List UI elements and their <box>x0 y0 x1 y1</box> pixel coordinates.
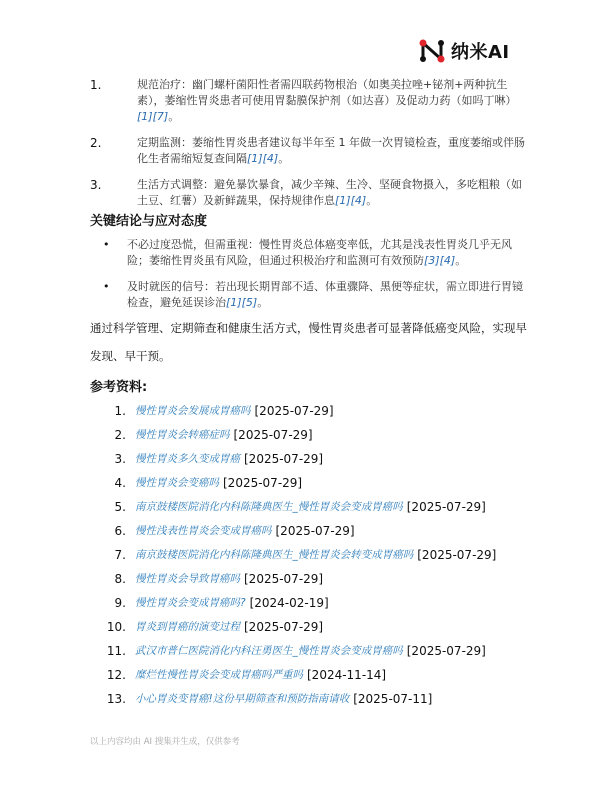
reference-link[interactable]: 慢性浅表性胃炎会变成胃癌吗 <box>135 525 272 537</box>
reference-date: [2025-07-29] <box>244 572 324 586</box>
citation-link[interactable]: [1] <box>226 296 242 309</box>
reference-date: [2024-02-19] <box>249 596 329 610</box>
list-text: 规范治疗：幽门螺杆菌阳性者需四联药物根治（如奥美拉唑+铋剂+两种抗生素），萎缩性胃炎患者可使用胃黏膜保护剂（如达喜）及促动力药（如吗丁啉）[1][7]。 <box>137 78 517 123</box>
nami-logo-icon <box>417 36 447 66</box>
footer-disclaimer: 以上内容均由 AI 搜集并生成，仅供参考 <box>90 737 240 747</box>
reference-number: 8. <box>114 572 126 586</box>
reference-item <box>90 547 550 571</box>
list-item <box>90 135 530 167</box>
list-text: 不必过度恐慌，但需重视：慢性胃炎总体癌变率低，尤其是浅表性胃炎几乎无风险；萎缩性胃炎虽有风险，但通过积极治疗和监测可有效预防[3][4]。 <box>127 238 512 267</box>
treatment-steps-list <box>90 77 530 219</box>
reference-link[interactable]: 慢性胃炎会变成胃癌吗? <box>135 597 246 609</box>
reference-link[interactable]: 慢性胃炎会导致胃癌吗 <box>135 573 240 585</box>
reference-item <box>90 475 550 499</box>
reference-item <box>90 403 550 427</box>
reference-number: 12. <box>106 668 126 682</box>
list-item <box>90 177 530 209</box>
citation-link[interactable]: [1] <box>247 152 263 165</box>
reference-date: [2025-07-29] <box>406 500 486 514</box>
reference-number: 2. <box>114 428 126 442</box>
reference-item <box>90 451 550 475</box>
summary-paragraph: 通过科学管理、定期筛查和健康生活方式，慢性胃炎患者可显著降低癌变风险，实现早发现、早干预。 <box>90 321 527 363</box>
reference-item <box>90 619 550 643</box>
list-item <box>90 279 530 311</box>
reference-link[interactable]: 南京鼓楼医院消化内科陈隆典医生_慢性胃炎会变成胃癌吗 <box>135 501 403 513</box>
list-text: 生活方式调整：避免暴饮暴食，减少辛辣、生冷、坚硬食物摄入，多吃粗粮（如土豆、红薯）及新鲜蔬果，保持规律作息[1][4]。 <box>137 178 522 207</box>
citation-link[interactable]: [1] <box>335 194 351 207</box>
references-heading: 参考资料: <box>90 380 148 395</box>
list-text: 定期监测：萎缩性胃炎患者建议每半年至 1 年做一次胃镜检查，重度萎缩或伴肠化生者需缩短复查间隔[1][4]。 <box>137 136 525 165</box>
reference-item <box>90 691 550 715</box>
reference-date: [2025-07-29] <box>233 428 313 442</box>
references-list <box>90 403 550 715</box>
reference-link[interactable]: 慢性胃炎会发展成胃癌吗 <box>135 405 251 417</box>
reference-number: 13. <box>106 692 126 706</box>
reference-date: [2025-07-29] <box>406 644 486 658</box>
reference-number: 10. <box>106 620 126 634</box>
conclusion-list <box>90 237 530 321</box>
reference-number: 9. <box>114 596 126 610</box>
reference-item <box>90 499 550 523</box>
reference-item <box>90 643 550 667</box>
bullet: • <box>103 280 110 293</box>
citation-link[interactable]: [5] <box>241 296 258 309</box>
reference-link[interactable]: 慢性胃炎会变癌吗 <box>135 477 219 489</box>
reference-item <box>90 667 550 691</box>
reference-item <box>90 427 550 451</box>
citation-link[interactable]: [1] <box>137 110 153 123</box>
reference-date: [2025-07-29] <box>244 452 324 466</box>
citation-link[interactable]: [7] <box>152 110 169 123</box>
reference-number: 11. <box>106 644 126 658</box>
citation-link[interactable]: [4] <box>262 152 279 165</box>
list-number: 1. <box>90 78 102 92</box>
reference-link[interactable]: 胃炎到胃癌的演变过程 <box>135 621 240 633</box>
conclusion-heading: 关键结论与应对态度 <box>90 214 208 229</box>
reference-link[interactable]: 武汉市普仁医院消化内科汪勇医生_慢性胃炎会变成胃癌吗 <box>135 645 403 657</box>
bullet: • <box>103 238 110 251</box>
reference-date: [2024-11-14] <box>307 668 387 682</box>
reference-item <box>90 571 550 595</box>
reference-link[interactable]: 小心胃炎变胃癌!这份早期筛查和预防指南请收 <box>135 693 350 705</box>
list-number: 3. <box>90 178 102 192</box>
list-item <box>90 77 530 125</box>
reference-number: 5. <box>114 500 126 514</box>
reference-date: [2025-07-29] <box>223 476 303 490</box>
reference-item <box>90 523 550 547</box>
list-number: 2. <box>90 136 102 150</box>
reference-date: [2025-07-29] <box>275 524 355 538</box>
citation-link[interactable]: [4] <box>350 194 367 207</box>
reference-link[interactable]: 糜烂性慢性胃炎会变成胃癌吗严重吗 <box>135 669 303 681</box>
nami-ai-logo <box>417 36 510 66</box>
reference-link[interactable]: 慢性胃炎多久变成胃癌 <box>135 453 240 465</box>
reference-number: 4. <box>114 476 126 490</box>
citation-link[interactable]: [3] <box>424 254 440 267</box>
logo-text: 纳米AI <box>451 42 510 63</box>
reference-date: [2025-07-29] <box>417 548 497 562</box>
reference-date: [2025-07-29] <box>244 620 324 634</box>
reference-number: 7. <box>114 548 126 562</box>
reference-link[interactable]: 慢性胃炎会转癌症吗 <box>135 429 230 441</box>
reference-date: [2025-07-29] <box>254 404 334 418</box>
reference-date: [2025-07-11] <box>353 692 433 706</box>
reference-item <box>90 595 550 619</box>
list-item <box>90 237 530 269</box>
citation-link[interactable]: [4] <box>439 254 456 267</box>
reference-number: 1. <box>114 404 126 418</box>
reference-link[interactable]: 南京鼓楼医院消化内科陈隆典医生_慢性胃炎会转变成胃癌吗 <box>135 549 414 561</box>
list-text: 及时就医的信号：若出现长期胃部不适、体重骤降、黑便等症状，需立即进行胃镜检查，避免延误诊治[1][5]。 <box>127 280 523 309</box>
reference-number: 6. <box>114 524 126 538</box>
reference-number: 3. <box>114 452 126 466</box>
